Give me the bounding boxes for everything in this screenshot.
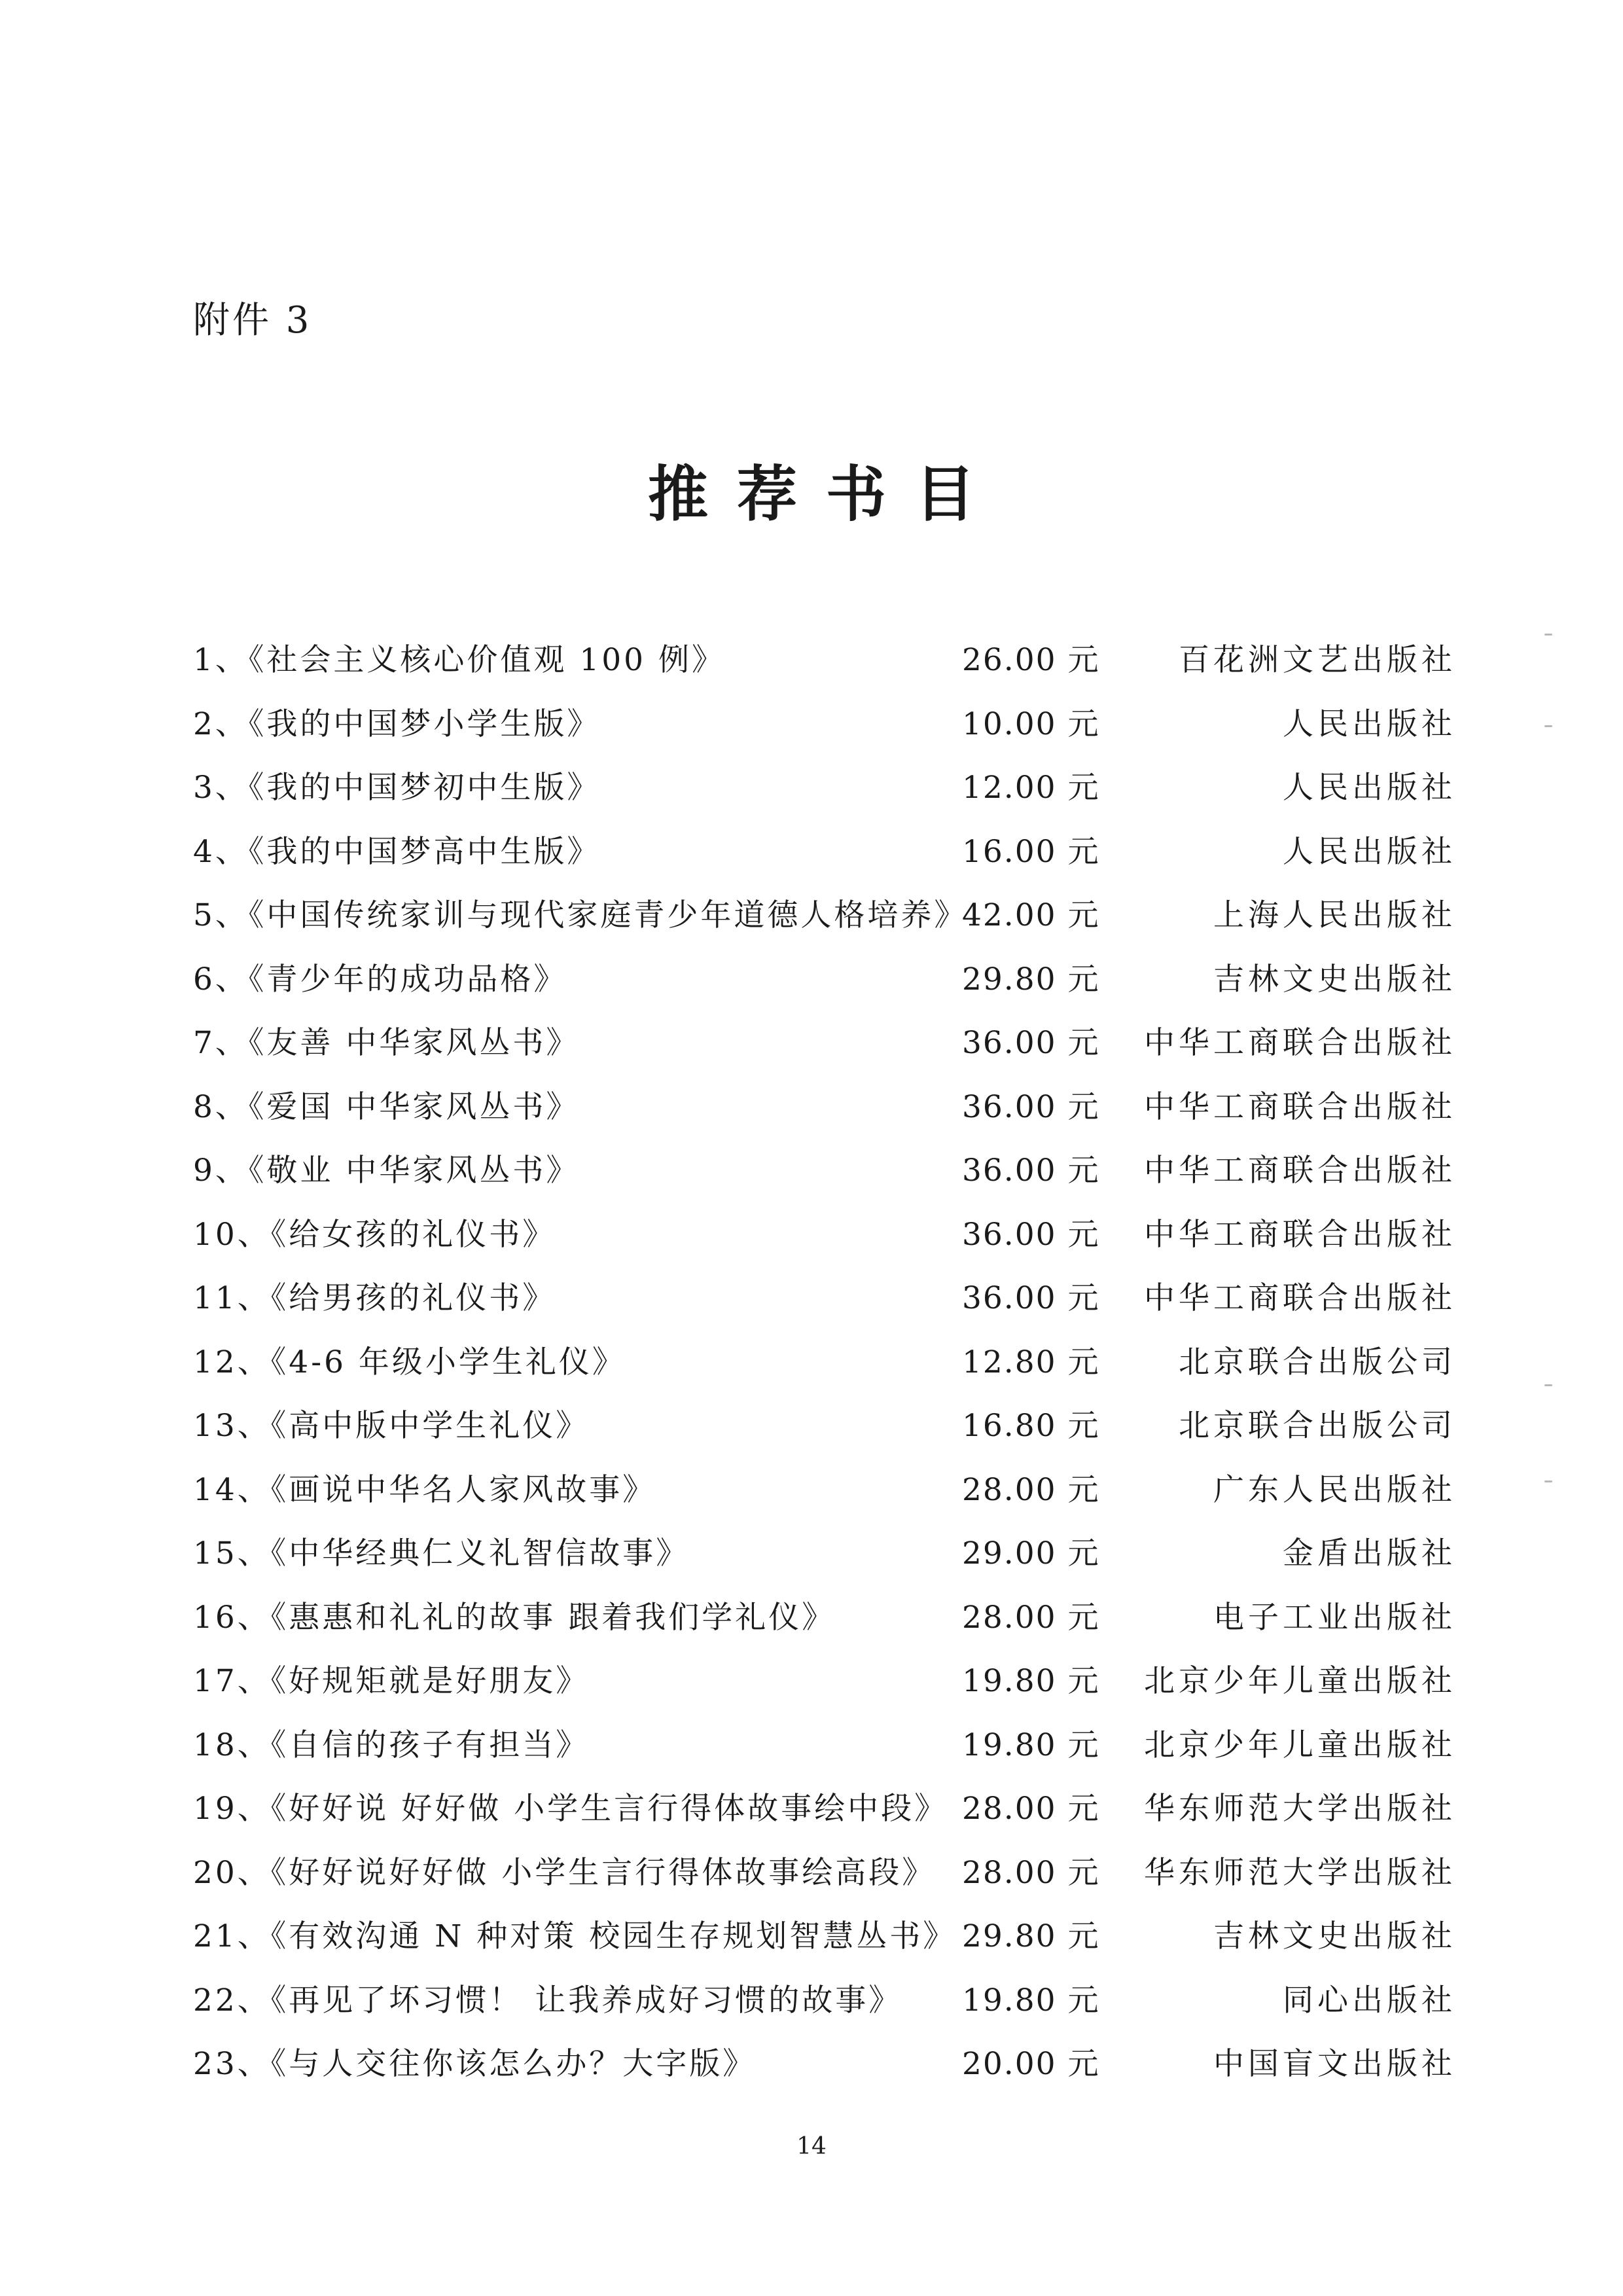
book-row bbox=[193, 1213, 1456, 1277]
book-price: 36.00 元 bbox=[962, 1280, 1100, 1316]
book-price: 36.00 元 bbox=[962, 1088, 1100, 1125]
book-publisher: 中华工商联合出版社 bbox=[1144, 1153, 1456, 1189]
book-price: 29.80 元 bbox=[962, 961, 1100, 997]
book-row bbox=[193, 1404, 1456, 1468]
book-row bbox=[193, 1468, 1456, 1532]
book-price: 36.00 元 bbox=[962, 1153, 1100, 1189]
book-title: 15、《中华经典仁义礼智信故事》 bbox=[193, 1535, 690, 1571]
page-number: 14 bbox=[796, 2133, 827, 2160]
scan-mark bbox=[1544, 725, 1552, 727]
book-publisher: 中华工商联合出版社 bbox=[1144, 1088, 1456, 1125]
book-title: 1、《社会主义核心价值观 100 例》 bbox=[193, 642, 725, 678]
book-price: 16.00 元 bbox=[962, 833, 1100, 870]
book-publisher: 中华工商联合出版社 bbox=[1144, 1216, 1456, 1253]
book-publisher: 人民出版社 bbox=[1283, 770, 1456, 806]
book-publisher: 华东师范大学出版社 bbox=[1144, 1854, 1456, 1891]
book-row bbox=[193, 702, 1456, 766]
book-title: 23、《与人交往你该怎么办？大字版》 bbox=[193, 2046, 757, 2082]
book-row bbox=[193, 1979, 1456, 2043]
book-price: 28.00 元 bbox=[962, 1599, 1100, 1636]
book-publisher: 北京少年儿童出版社 bbox=[1144, 1727, 1456, 1763]
book-title: 19、《好好说 好好做 小学生言行得体故事绘中段》 bbox=[193, 1791, 948, 1827]
book-price: 29.00 元 bbox=[962, 1535, 1100, 1571]
book-publisher: 吉林文史出版社 bbox=[1213, 961, 1456, 997]
book-row bbox=[193, 1851, 1456, 1915]
book-row bbox=[193, 1276, 1456, 1340]
book-row bbox=[193, 2042, 1456, 2106]
book-publisher: 同心出版社 bbox=[1283, 1982, 1456, 2018]
book-price: 28.00 元 bbox=[962, 1854, 1100, 1891]
book-title: 22、《再见了坏习惯！ 让我养成好习惯的故事》 bbox=[193, 1982, 902, 2018]
book-title: 3、《我的中国梦初中生版》 bbox=[193, 770, 601, 806]
book-row bbox=[193, 1149, 1456, 1213]
book-title: 20、《好好说好好做 小学生言行得体故事绘高段》 bbox=[193, 1854, 936, 1891]
book-title: 17、《好规矩就是好朋友》 bbox=[193, 1663, 590, 1699]
book-price: 26.00 元 bbox=[962, 642, 1100, 678]
book-price: 20.00 元 bbox=[962, 2046, 1100, 2082]
book-price: 36.00 元 bbox=[962, 1025, 1100, 1061]
book-publisher: 中华工商联合出版社 bbox=[1144, 1280, 1456, 1316]
book-price: 10.00 元 bbox=[962, 706, 1100, 742]
book-row bbox=[193, 1659, 1456, 1723]
book-publisher: 电子工业出版社 bbox=[1213, 1599, 1456, 1636]
book-publisher: 中华工商联合出版社 bbox=[1144, 1025, 1456, 1061]
book-publisher: 中国盲文出版社 bbox=[1213, 2046, 1456, 2082]
book-title: 2、《我的中国梦小学生版》 bbox=[193, 706, 601, 742]
book-publisher: 北京联合出版公司 bbox=[1179, 1408, 1456, 1444]
book-row bbox=[193, 638, 1456, 702]
book-price: 42.00 元 bbox=[962, 897, 1100, 933]
book-title: 8、《爱国 中华家风丛书》 bbox=[193, 1088, 580, 1125]
book-title: 12、《4-6 年级小学生礼仪》 bbox=[193, 1344, 626, 1380]
book-row bbox=[193, 1787, 1456, 1851]
book-title: 10、《给女孩的礼仪书》 bbox=[193, 1216, 556, 1253]
book-publisher: 百花洲文艺出版社 bbox=[1179, 642, 1456, 678]
book-publisher: 人民出版社 bbox=[1283, 706, 1456, 742]
book-publisher: 金盾出版社 bbox=[1283, 1535, 1456, 1571]
scan-mark bbox=[1544, 634, 1552, 636]
book-row bbox=[193, 1532, 1456, 1596]
book-publisher: 华东师范大学出版社 bbox=[1144, 1791, 1456, 1827]
book-title: 9、《敬业 中华家风丛书》 bbox=[193, 1153, 580, 1189]
book-title: 11、《给男孩的礼仪书》 bbox=[193, 1280, 556, 1316]
attachment-label: 附件 3 bbox=[193, 299, 312, 342]
book-row bbox=[193, 830, 1456, 894]
book-price: 19.80 元 bbox=[962, 1727, 1100, 1763]
book-title: 5、《中国传统家训与现代家庭青少年道德人格培养》 bbox=[193, 897, 968, 933]
book-price: 28.00 元 bbox=[962, 1791, 1100, 1827]
book-title: 6、《青少年的成功品格》 bbox=[193, 961, 567, 997]
book-price: 12.00 元 bbox=[962, 770, 1100, 806]
book-row bbox=[193, 1914, 1456, 1979]
book-publisher: 吉林文史出版社 bbox=[1213, 1918, 1456, 1954]
book-publisher: 上海人民出版社 bbox=[1213, 897, 1456, 933]
book-title: 14、《画说中华名人家风故事》 bbox=[193, 1471, 656, 1508]
book-list bbox=[193, 638, 1456, 2106]
book-price: 29.80 元 bbox=[962, 1918, 1100, 1954]
book-publisher: 人民出版社 bbox=[1283, 833, 1456, 870]
book-publisher: 北京联合出版公司 bbox=[1179, 1344, 1456, 1380]
book-title: 4、《我的中国梦高中生版》 bbox=[193, 833, 601, 870]
book-row bbox=[193, 893, 1456, 958]
book-title: 16、《惠惠和礼礼的故事 跟着我们学礼仪》 bbox=[193, 1599, 836, 1636]
book-publisher: 北京少年儿童出版社 bbox=[1144, 1663, 1456, 1699]
book-row bbox=[193, 1596, 1456, 1660]
book-title: 18、《自信的孩子有担当》 bbox=[193, 1727, 590, 1763]
book-row bbox=[193, 958, 1456, 1022]
book-price: 19.80 元 bbox=[962, 1982, 1100, 2018]
book-row bbox=[193, 1021, 1456, 1085]
scan-mark bbox=[1544, 1480, 1552, 1482]
book-row bbox=[193, 1085, 1456, 1149]
scan-mark bbox=[1544, 1384, 1552, 1386]
book-price: 19.80 元 bbox=[962, 1663, 1100, 1699]
page-title: 推荐书目 bbox=[647, 459, 1004, 529]
book-title: 7、《友善 中华家风丛书》 bbox=[193, 1025, 580, 1061]
book-title: 21、《有效沟通 N 种对策 校园生存规划智慧丛书》 bbox=[193, 1918, 957, 1954]
book-price: 12.80 元 bbox=[962, 1344, 1100, 1380]
book-row bbox=[193, 766, 1456, 830]
book-price: 28.00 元 bbox=[962, 1471, 1100, 1508]
book-price: 36.00 元 bbox=[962, 1216, 1100, 1253]
book-publisher: 广东人民出版社 bbox=[1213, 1471, 1456, 1508]
book-row bbox=[193, 1723, 1456, 1787]
book-title: 13、《高中版中学生礼仪》 bbox=[193, 1408, 590, 1444]
book-price: 16.80 元 bbox=[962, 1408, 1100, 1444]
book-row bbox=[193, 1340, 1456, 1405]
